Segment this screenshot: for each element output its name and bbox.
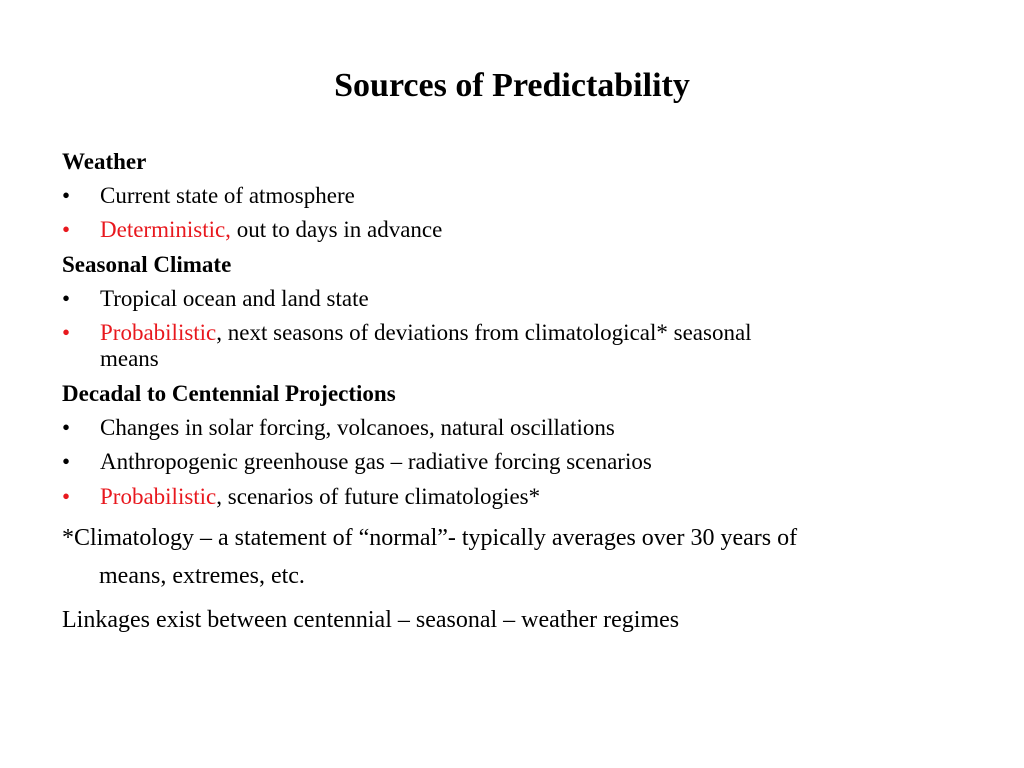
bullet-probabilistic-decadal-text: , scenarios of future climatologies* bbox=[216, 484, 541, 509]
footnote-line-2: means, extremes, etc. bbox=[99, 563, 305, 589]
keyword-deterministic: Deterministic, bbox=[100, 217, 231, 242]
footnote-line-1: *Climatology – a statement of “normal”- typically averages over 30 years of bbox=[62, 525, 798, 551]
bullet-deterministic bbox=[100, 216, 442, 244]
footnote-climatology bbox=[62, 519, 962, 595]
bullet-marker-red: • bbox=[62, 484, 71, 509]
bullet-probabilistic-decadal bbox=[100, 483, 540, 511]
section-heading-seasonal: Seasonal Climate bbox=[62, 252, 232, 277]
section-heading-decadal: Decadal to Centennial Projections bbox=[62, 381, 396, 406]
section-heading-weather: Weather bbox=[62, 149, 147, 174]
bullet-marker: • bbox=[62, 183, 71, 208]
bullet-solar-forcing: Changes in solar forcing, volcanoes, natural oscillations bbox=[100, 415, 615, 440]
keyword-probabilistic: Probabilistic bbox=[100, 484, 217, 509]
bullet-marker-red: • bbox=[62, 320, 71, 345]
slide-title: Sources of Predictability bbox=[334, 67, 690, 104]
bullet-marker: • bbox=[62, 286, 71, 311]
bullet-probabilistic-seasonal bbox=[100, 319, 752, 347]
bullet-marker: • bbox=[62, 415, 71, 440]
bullet-tropical-ocean: Tropical ocean and land state bbox=[100, 286, 369, 311]
bullet-anthropogenic: Anthropogenic greenhouse gas – radiative forcing scenarios bbox=[100, 449, 652, 474]
bullet-probabilistic-seasonal-text: , next seasons of deviations from climatological* seasonal bbox=[216, 320, 752, 345]
closing-statement: Linkages exist between centennial – seasonal – weather regimes bbox=[62, 607, 680, 633]
bullet-probabilistic-seasonal-continuation: means bbox=[100, 346, 159, 371]
keyword-probabilistic: Probabilistic bbox=[100, 320, 217, 345]
bullet-current-state: Current state of atmosphere bbox=[100, 183, 355, 208]
bullet-marker: • bbox=[62, 449, 71, 474]
bullet-deterministic-text: out to days in advance bbox=[230, 217, 443, 242]
bullet-marker-red: • bbox=[62, 217, 71, 242]
